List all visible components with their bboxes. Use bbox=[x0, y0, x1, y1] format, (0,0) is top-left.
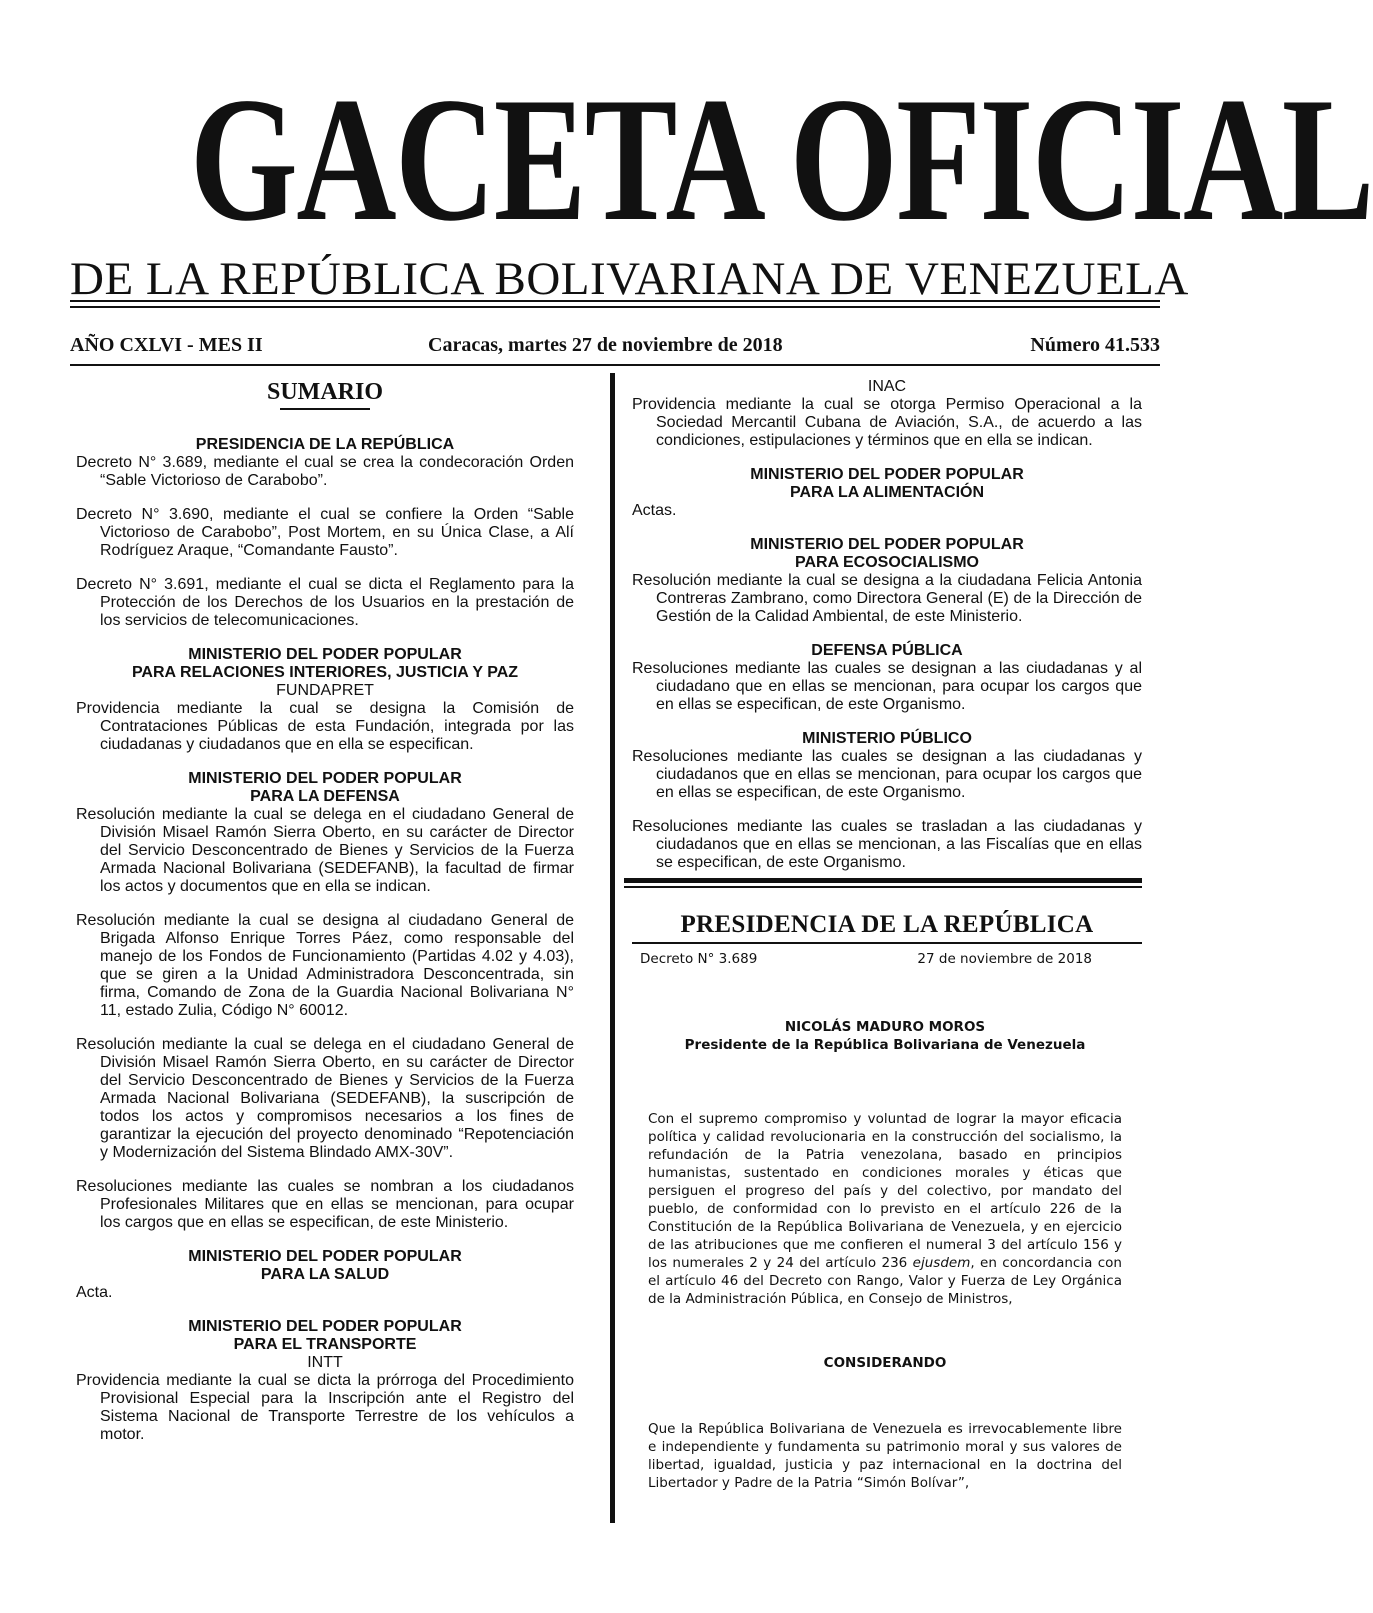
paragraph-text: Con el supremo compromiso y voluntad de lograr la mayor eficacia política y calidad revolucionaria en la construcción del socialismo, la refundación de la Patria venezolana, basado en principios humanistas, sustentado en condiciones morales y éticas que persiguen el progreso del país y del colectivo, por mandato del pueblo, de conformidad con lo previsto en el artículo 226 de la Constitución de la República Bolivariana de Venezuela, y en ejercicio de las atribuciones que me confieren el numeral 3 del artículo 156 y los numerales 2 y 24 del artículo 236 bbox=[648, 1111, 1122, 1271]
section-heading: MINISTERIO DEL PODER POPULAR bbox=[750, 466, 1024, 483]
sumario-section bbox=[632, 642, 1142, 714]
section-heading-2: PARA EL TRANSPORTE bbox=[233, 1336, 417, 1353]
column-divider bbox=[610, 373, 615, 1523]
section-heading: PRESIDENCIA DE LA REPÚBLICA bbox=[195, 436, 455, 453]
section-heading: MINISTERIO DEL PODER POPULAR bbox=[188, 770, 462, 787]
decree-header-row bbox=[632, 942, 1142, 970]
sumario-left-column bbox=[76, 378, 574, 1460]
sumario-underline bbox=[280, 408, 370, 410]
sumario-entry: Resolución mediante la cual se delega en el ciudadano General de División Misael Ramón Sierra Oberto, en su carácter de Director del Servicio Desconcentrado de Bienes y Servicios de la Fuerza Armada Nacional Bolivariana (SEDEFANB), la facultad de firmar los actos y documentos que en ella se indican. bbox=[76, 806, 574, 895]
section-entity: INTT bbox=[307, 1354, 343, 1371]
sumario-end-rule bbox=[624, 878, 1142, 888]
sumario-entry: Decreto N° 3.690, mediante el cual se confiere la Orden “Sable Victorioso de Carabobo”, Post Mortem, en su Única Clase, a Alí Rodríguez Araque, “Comandante Fausto”. bbox=[76, 506, 574, 559]
sumario-section bbox=[76, 436, 574, 630]
section-heading-2: PARA ECOSOCIALISMO bbox=[794, 554, 979, 571]
issue-number: Número 41.533 bbox=[1030, 334, 1160, 356]
sumario-entry: Resolución mediante la cual se designa al ciudadano General de Brigada Alfonso Enrique Torres Páez, como responsable del manejo de los Fondos de Funcionamiento (Partidas 4.02 y 4.03), que se giren a la Unidad Administradora Desconcentrada, sin firma, Comando de Zona de la Guardia Nacional Bolivariana N° 11, estado Zulia, Código N° 60012. bbox=[76, 912, 574, 1019]
sumario-entry: Resoluciones mediante las cuales se designan a las ciudadanas y al ciudadano que en ellas se mencionan, para ocupar los cargos que en ellas se especifican, de este Organismo. bbox=[632, 660, 1142, 713]
sumario-entry: Providencia mediante la cual se otorga Permiso Operacional a la Sociedad Mercantil Cubana de Aviación, S.A., de acuerdo a las condiciones, estipulaciones y términos que en ella se indican. bbox=[632, 396, 1142, 449]
sumario-section bbox=[76, 1318, 574, 1444]
paragraph-text: , en concordancia con el artículo 46 del Decreto con Rango, Valor y Fuerza de Ley Orgánica de la Administración Pública, en Consejo de Ministros, bbox=[648, 1255, 1122, 1307]
decree-paragraph bbox=[648, 1110, 1122, 1308]
sumario-section bbox=[632, 536, 1142, 626]
sumario-section bbox=[632, 466, 1142, 520]
masthead-rule bbox=[70, 300, 1160, 308]
section-heading: MINISTERIO DEL PODER POPULAR bbox=[750, 536, 1024, 553]
decree-number: Decreto N° 3.689 bbox=[640, 951, 758, 967]
issue-date: Caracas, martes 27 de noviembre de 2018 bbox=[428, 334, 783, 356]
sumario-section bbox=[632, 730, 1142, 872]
section-heading: MINISTERIO DEL PODER POPULAR bbox=[188, 1248, 462, 1265]
section-heading: MINISTERIO DEL PODER POPULAR bbox=[188, 646, 462, 663]
sumario-entry: Decreto N° 3.689, mediante el cual se crea la condecoración Orden “Sable Victorioso de Carabobo”. bbox=[76, 454, 574, 489]
section-heading-2: PARA LA SALUD bbox=[260, 1266, 390, 1283]
decree-section-title: PRESIDENCIA DE LA REPÚBLICA bbox=[680, 911, 1094, 938]
section-heading: DEFENSA PÚBLICA bbox=[811, 642, 963, 659]
considerando-heading: CONSIDERANDO bbox=[823, 1355, 947, 1371]
sumario-entry: Providencia mediante la cual se designa la Comisión de Contrataciones Públicas de esta Fundación, integrada por las ciudadanas y ciudadanos que en ella se especifican. bbox=[76, 700, 574, 753]
section-heading: MINISTERIO PÚBLICO bbox=[802, 730, 972, 747]
sumario-entry: Resolución mediante la cual se designa a la ciudadana Felicia Antonia Contreras Zambrano, como Directora General (E) de la Dirección de Gestión de la Calidad Ambiental, de este Ministerio. bbox=[632, 572, 1142, 625]
paragraph-emphasis: ejusdem bbox=[912, 1255, 971, 1271]
sumario-entry: Resoluciones mediante las cuales se trasladan a las ciudadanas y ciudadanos que en ellas se mencionan, a las Fiscalías que en ellas se especifican, de este Organismo. bbox=[632, 818, 1142, 871]
section-heading: MINISTERIO DEL PODER POPULAR bbox=[188, 1318, 462, 1335]
sumario-entry: Resoluciones mediante las cuales se nombran a los ciudadanos Profesionales Militares que en ellas se mencionan, para ocupar los cargos que en ellas se especifican, de este Ministerio. bbox=[76, 1178, 574, 1231]
issue-rule bbox=[70, 364, 1160, 366]
sumario-section bbox=[76, 1248, 574, 1302]
sumario-entry: Resoluciones mediante las cuales se designan a las ciudadanas y ciudadanos que en ellas se mencionan, para ocupar los cargos que en ellas se especifican, de este Organismo. bbox=[632, 748, 1142, 801]
section-heading-2: PARA LA ALIMENTACIÓN bbox=[789, 484, 985, 501]
section-entity: FUNDAPRET bbox=[276, 682, 374, 699]
signer-name: NICOLÁS MADURO MOROS bbox=[784, 1019, 986, 1035]
section-heading-2: PARA LA DEFENSA bbox=[250, 788, 400, 805]
newspaper-subtitle: DE LA REPÚBLICA BOLIVARIANA DE VENEZUELA bbox=[70, 253, 1189, 305]
sumario-title: SUMARIO bbox=[266, 379, 383, 405]
decree-body bbox=[632, 1018, 1142, 1492]
decree-date: 27 de noviembre de 2018 bbox=[917, 951, 1092, 967]
sumario-section bbox=[632, 378, 1142, 450]
sumario-entry: Acta. bbox=[76, 1284, 113, 1301]
sumario-entry: Resolución mediante la cual se delega en el ciudadano General de División Misael Ramón Sierra Oberto, en su carácter de Director del Servicio Desconcentrado de Bienes y Servicios de la Fuerza Armada Nacional Bolivariana (SEDEFANB), la suscripción de todos los actos y compromisos necesarios a los fines de garantizar la ejecución del proyecto denominado “Repotenciación y Modernización del Sistema Blindado AMX-30V”. bbox=[76, 1036, 574, 1161]
newspaper-title: GACETA OFICIAL bbox=[189, 60, 1373, 258]
decree-paragraph: Que la República Bolivariana de Venezuela es irrevocablemente libre e independiente y fundamenta su patrimonio moral y sus valores de libertad, igualdad, justicia y paz internacional en la doctrina del Libertador y Padre de la Patria “Simón Bolívar”, bbox=[648, 1421, 1122, 1491]
masthead bbox=[70, 60, 1373, 305]
sumario-entry: Actas. bbox=[632, 502, 677, 519]
issue-line bbox=[70, 334, 1160, 364]
sumario-section bbox=[76, 770, 574, 1232]
sumario-section bbox=[76, 646, 574, 754]
issue-year-month: AÑO CXLVI - MES II bbox=[70, 334, 263, 356]
sumario-entry: Providencia mediante la cual se dicta la prórroga del Procedimiento Provisional Especial para la Inscripción ante el Registro del Sistema Nacional de Transporte Terrestre de los vehículos a motor. bbox=[76, 1372, 574, 1443]
section-entity: INAC bbox=[867, 378, 907, 395]
sumario-entry: Decreto N° 3.691, mediante el cual se dicta el Reglamento para la Protección de los Derechos de los Usuarios en la prestación de los servicios de telecomunicaciones. bbox=[76, 576, 574, 629]
sumario-right-column bbox=[632, 378, 1142, 1492]
section-heading-2: PARA RELACIONES INTERIORES, JUSTICIA Y PAZ bbox=[131, 664, 519, 681]
signer-role: Presidente de la República Bolivariana de Venezuela bbox=[684, 1037, 1086, 1053]
